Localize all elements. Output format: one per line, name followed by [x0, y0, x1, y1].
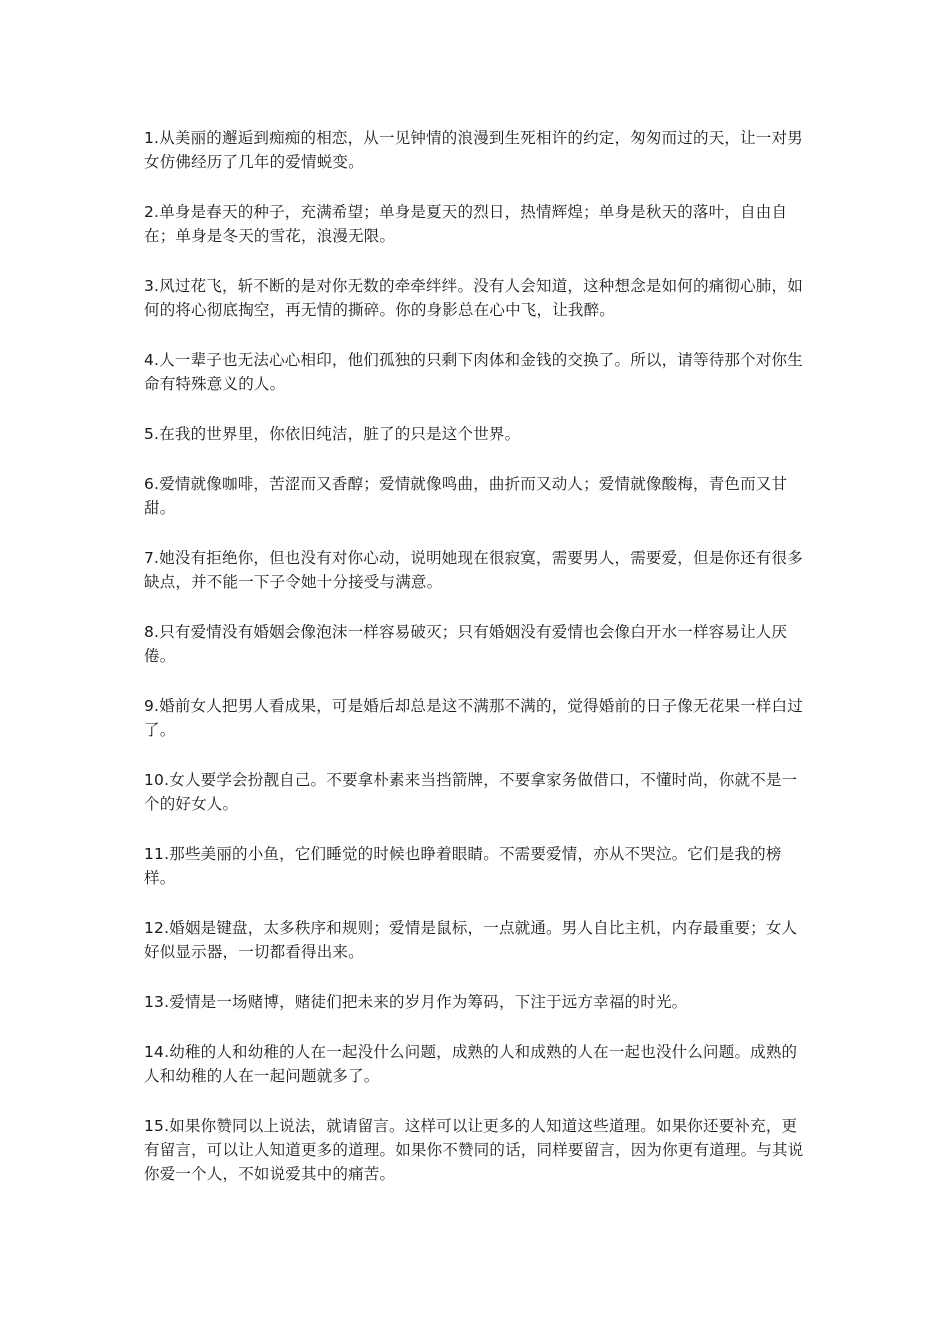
paragraph-11: 11.那些美丽的小鱼，它们睡觉的时候也睁着眼睛。不需要爱情，亦从不哭泣。它们是我的榜样。 [144, 845, 782, 887]
paragraph-9: 9.婚前女人把男人看成果，可是婚后却总是这不满那不满的，觉得婚前的日子像无花果一样白过了。 [144, 697, 803, 739]
paragraph-13: 13.爱情是一场赌博，赌徒们把未来的岁月作为筹码，下注于远方幸福的时光。 [144, 993, 688, 1011]
paragraph-6: 6.爱情就像咖啡，苦涩而又香醇；爱情就像鸣曲，曲折而又动人；爱情就像酸梅，青色而又甘甜。 [144, 475, 788, 517]
paragraph-4: 4.人一辈子也无法心心相印，他们孤独的只剩下肉体和金钱的交换了。所以，请等待那个对你生命有特殊意义的人。 [144, 351, 803, 393]
paragraph-3: 3.风过花飞，斩不断的是对你无数的牵牵绊绊。没有人会知道，这种想念是如何的痛彻心肺，如何的将心彻底掏空，再无情的撕碎。你的身影总在心中飞，让我醉。 [144, 277, 803, 319]
paragraph-15: 15.如果你赞同以上说法，就请留言。这样可以让更多的人知道这些道理。如果你还要补充，更有留言，可以让人知道更多的道理。如果你不赞同的话，同样要留言，因为你更有道理。与其说你爱一个人，不如说爱其中的痛苦。 [144, 1117, 804, 1183]
paragraph-14: 14.幼稚的人和幼稚的人在一起没什么问题，成熟的人和成熟的人在一起也没什么问题。成熟的人和幼稚的人在一起问题就多了。 [144, 1043, 798, 1085]
paragraph-1: 1.从美丽的邂逅到痴痴的相恋，从一见钟情的浪漫到生死相许的约定，匆匆而过的天，让一对男女仿佛经历了几年的爱情蜕变。 [144, 129, 803, 171]
paragraph-10: 10.女人要学会扮靓自己。不要拿朴素来当挡箭牌，不要拿家务做借口，不懂时尚，你就不是一个的好女人。 [144, 771, 798, 813]
document-body [144, 126, 808, 1212]
paragraph-8: 8.只有爱情没有婚姻会像泡沫一样容易破灭；只有婚姻没有爱情也会像白开水一样容易让人厌倦。 [144, 623, 788, 665]
paragraph-2: 2.单身是春天的种子，充满希望；单身是夏天的烈日，热情辉煌；单身是秋天的落叶，自由自在；单身是冬天的雪花，浪漫无限。 [144, 203, 788, 245]
paragraph-7: 7.她没有拒绝你，但也没有对你心动，说明她现在很寂寞，需要男人，需要爱，但是你还有很多缺点，并不能一下子令她十分接受与满意。 [144, 549, 803, 591]
paragraph-12: 12.婚姻是键盘，太多秩序和规则；爱情是鼠标，一点就通。男人自比主机，内存最重要；女人好似显示器，一切都看得出来。 [144, 919, 798, 961]
paragraph-5: 5.在我的世界里，你依旧纯洁，脏了的只是这个世界。 [144, 425, 521, 443]
